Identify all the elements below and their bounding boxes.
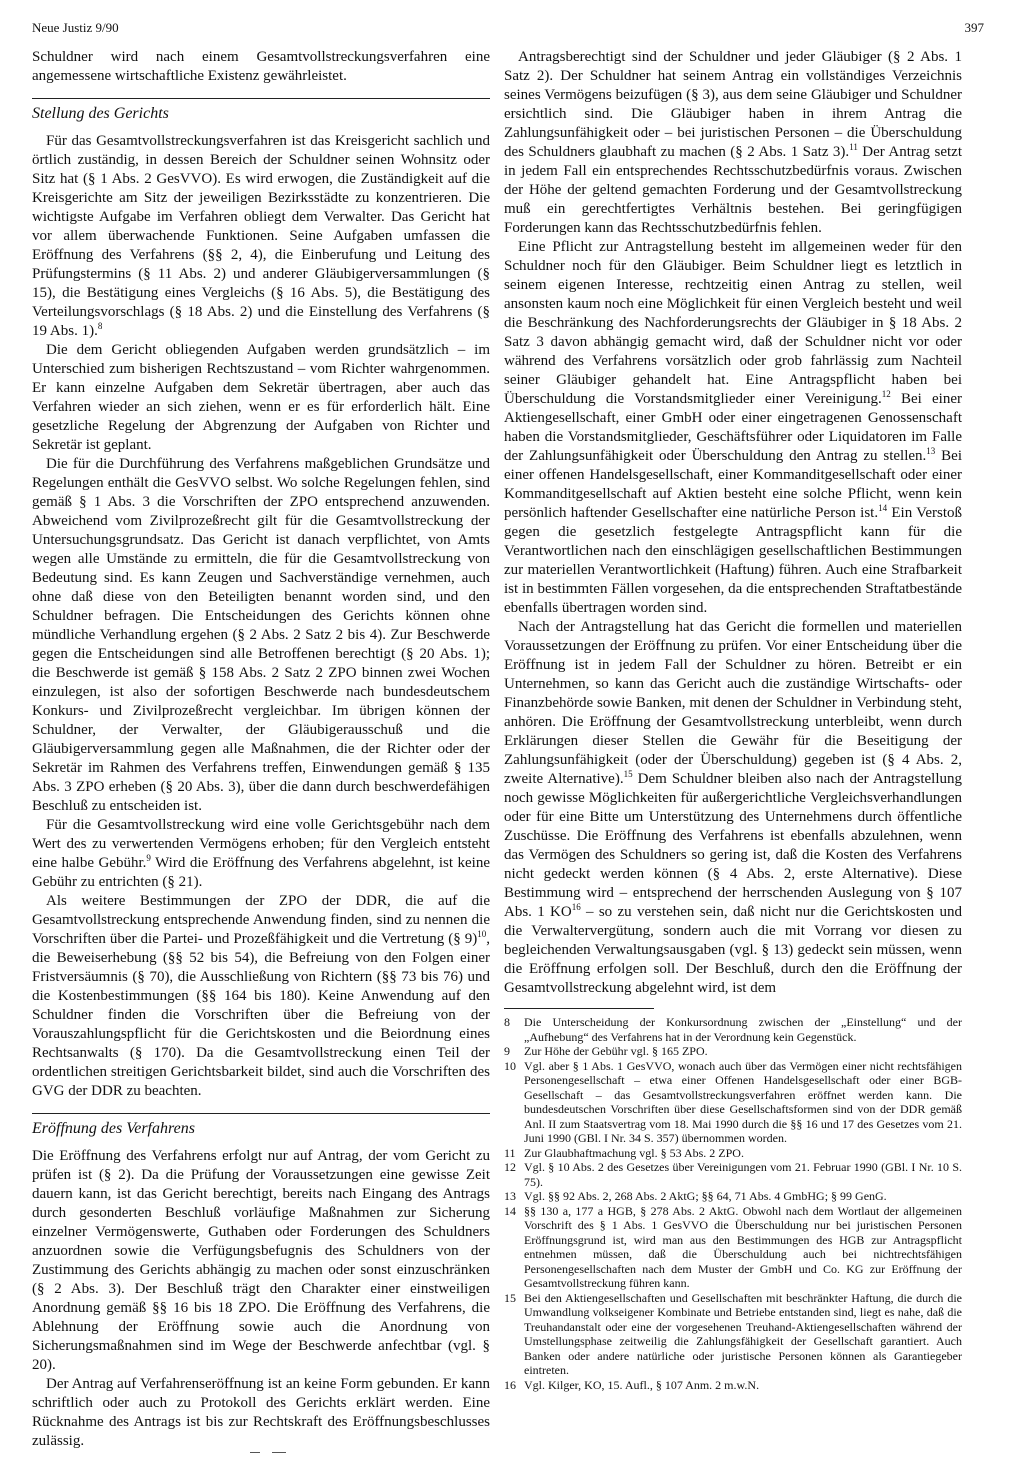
footnotes [504, 1015, 962, 1392]
footnote-ref: 12 [881, 389, 891, 399]
footnote-ref: 9 [146, 853, 151, 863]
right-column [504, 48, 962, 1392]
paragraph: Die für die Durchführung des Verfahrens maßgeblichen Grundsätze und Regelungen enthält die GesVVO selbst. Wo solche Regelungen fehlen, sind gemäß § 1 Abs. 3 die Vorschriften der ZPO entsprechend anzuwenden. Abweichend vom Zivilprozeßrecht gilt für die Gesamtvollstreckung der Untersuchungsgrundsatz. Das Gericht ist danach verpflichtet, von Amts wegen alle Umstände zu ermitteln, die für die Gesamtvollstreckung von Bedeutung sind. Es kann Zeugen und Sachverständige vernehmen, auch ohne daß diese von den Beteiligten benannt worden sind, und den Schuldner befragen. Die Entscheidungen des Gerichts können ohne mündliche Verhandlung ergehen (§ 2 Abs. 2 Satz 2 bis 4). Zur Beschwerde gegen die Entscheidungen sind alle Betroffenen berechtigt (§ 20 Abs. 1); die Beschwerde ist gemäß § 158 Abs. 2 Satz 2 ZPO binnen zwei Wochen einzulegen, ist also der sofortigen Beschwerde nach bundesdeutschem Konkurs- und Zivilprozeßrecht vergleichbar. Im übrigen können der Schuldner, der Verwalter, der Gläubigerausschuß und die Gläubigerversammlung gegen alle Maßnahmen, die der Richter oder der Sekretär im Rahmen des Verfahrens treffen, Einwendungen gemäß § 135 Abs. 3 ZPO erheben (§ 20 Abs. 3), über die dann durch beschwerdefähigen Beschluß zu entscheiden ist. [32, 456, 490, 814]
footnote-ref: 13 [926, 446, 936, 456]
footnote-ref: 11 [849, 142, 858, 152]
footnote: 10 Vgl. aber § 1 Abs. 1 GesVVO, wonach auch über das Vermögen einer nicht rechtsfähigen Personengesellschaft – etwa einer Offenen Handelsgesellschaft oder einer BGB-Gesellschaft – das Gesamtvollstreckungsverfahren eröffnet werden kann. Die bundesdeutschen Vorschriften über diese Gesellschaftsformen sind von der DDR gemäß Anl. II zum Staatsvertrag vom 18. Mai 1990 durch die §§ 16 und 17 des Gesetzes vom 21. Juni 1990 (GBl. I Nr. 34 S. 357) übernommen worden. [504, 1058, 962, 1145]
paragraph: Der Antrag auf Verfahrenseröffnung ist an keine Form gebunden. Er kann schriftlich oder auch zu Protokoll des Gerichts erklärt werden. Eine Rücknahme des Antrags ist bis zur Rechtskraft des Eröffnungsbeschlusses zulässig. [32, 1376, 490, 1449]
paragraph: Als weitere Bestimmungen der ZPO der DDR, die auf die Gesamtvollstreckung entsprechende Anwendung finden, sind zu nennen die Vorschriften über die Partei- und Prozeßfähigkeit und die Vertretung (§ 9)$^{10}$, die Beweiserhebung (§§ 52 bis 54), die Befreiung von den Folgen einer Fristversäumnis (§ 70), die Ausschließung von Richtern (§§ 73 bis 76) und die Kostenbestimmungen (§§ 164 bis 180). Keine Anwendung auf den Schuldner finden die Vorschriften über die Befreiung von der Vorauszahlungspflicht für die Gerichtskosten und die Beiordnung eines Rechtsanwalts (§ 170). Da die Gesamtvollstreckung einen Teil der ordentlichen streitigen Gerichtsbarkeit bildet, sind auch die Vorschriften des GVG der DDR zu beachten. [32, 893, 490, 1099]
left-column [32, 48, 490, 1451]
footnote-ref: 15 [623, 769, 633, 779]
footnote-ref: 10 [477, 929, 487, 939]
section-title: Stellung des Gerichts [32, 105, 169, 122]
section-heading-court [32, 98, 490, 124]
paragraph: Eine Pflicht zur Antragstellung besteht im allgemeinen weder für den Schuldner noch für den Gläubiger. Beim Schuldner liegt es letztlich in seinem eigenen Interesse, rechtzeitig einen Antrag zu stellen, weil ansonsten kaum noch eine Möglichkeit für einen Vergleich besteht und weil die Beschränkung des Nachforderungsrechts der Gläubiger in § 18 Abs. 2 Satz 3 davon abhängig gemacht wird, daß der Schuldner nicht vor oder während des Verfahrens vorsätzlich oder grob fahrlässig zum Nachteil seiner Gläubiger gehandelt hat. Eine Antragspflicht haben bei Überschuldung die Vorstandsmitglieder einer Vereinigung.$^{12}$ Bei einer Aktiengesellschaft, einer GmbH oder einer eingetragenen Genossenschaft haben die Vorstandsmitglieder, Geschäftsführer oder Liquidatoren im Falle der Zahlungsunfähigkeit oder Überschuldung den Antrag zu stellen.$^{13}$ Bei einer offenen Handelsgesellschaft, einer Kommanditgesellschaft oder einer Kommanditgesellschaft auf Aktien besteht eine solche Pflicht, wenn kein persönlich haftender Gesellschafter eine natürliche Person ist.$^{14}$ Ein Verstoß gegen die gesetzlich festgelegte Antragspflicht kann für die Verantwortlichen nach den einschlägigen gesellschaftlichen Bestimmungen zur materiellen Verantwortlichkeit (Haftung) führen. Auch eine Strafbarkeit ist in bestimmten Fällen vorgesehen, da die entsprechenden Straftatbestände ebenfalls übertragen worden sind. [504, 239, 962, 616]
footnote: 8 Die Unterscheidung der Konkursordnung zwischen der „Einstellung“ und der „Aufhebung“ des Verfahrens hat in der Verordnung kein Gegenstück. [504, 1015, 962, 1044]
footnote-ref: 8 [97, 321, 103, 331]
intro-paragraph: Schuldner wird nach einem Gesamtvollstreckungsverfahren eine angemessene wirtschaftliche Existenz gewährleistet. [32, 49, 490, 84]
paragraph: Für die Gesamtvollstreckung wird eine volle Gerichtsgebühr nach dem Wert des zu verwertenden Vermögens erhoben; für den Vergleich entsteht eine halbe Gebühr.$^9$ Wird die Eröffnung des Verfahrens abgelehnt, ist keine Gebühr zu entrichten (§ 21). [32, 817, 490, 890]
scan-marks [250, 1450, 310, 1456]
paragraph: Die dem Gericht obliegenden Aufgaben werden grundsätzlich – im Unterschied zum bisherigen Rechtszustand – vom Richter wahrgenommen. Er kann einzelne Aufgaben dem Sekretär übertragen, aber auch das Verfahren wieder an sich ziehen, wenn er es für erforderlich hält. Eine gesetzliche Regelung der Abgrenzung der Aufgaben von Richter und Sekretär ist geplant. [32, 342, 490, 453]
journal-header: Neue Justiz 9/90 [32, 20, 119, 35]
paragraph: Die Eröffnung des Verfahrens erfolgt nur auf Antrag, der vom Gericht zu prüfen ist (§ 2). Da die Prüfung der Voraussetzungen eine gewisse Zeit dauern kann, ist das Gericht berechtigt, bereits nach Eingang des Antrags durch gesonderten Beschluß vorläufige Maßnahmen zur Sicherung einzelner Vermögenswerte, Guthaben oder Forderungen des Schuldners anzuordnen sowie die Verfügungsbefugnis des Schuldners von der Zustimmung des Gerichts abhängig zu machen oder sonst einzuschränken (§ 2 Abs. 3). Der Beschluß trägt den Charakter einer einstweiligen Anordnung gemäß §§ 16 bis 18 ZPO. Die Eröffnung des Verfahrens, die Ablehnung der Eröffnung sowie auch die Anordnung von Sicherungsmaßnahmen sind im Wege der Beschwerde anfechtbar (vgl. § 20). [32, 1148, 490, 1373]
section-heading-opening [32, 1113, 490, 1139]
section-title: Eröffnung des Verfahrens [32, 1120, 195, 1137]
footnote: 15 Bei den Aktiengesellschaften und Gesellschaften mit beschränkter Haftung, die durch die Umwandlung volkseigener Kombinate und Betriebe entstanden sind, liegt es nahe, daß die Treuhandanstalt oder eine der vorgesehenen Treuhand-Aktiengesellschaften während der Umstellungsphase zeitweilig die Zahlungsfähigkeit der Gesellschaft garantiert. Auch Banken oder andere natürliche oder juristische Personen können als Garantiegeber eintreten. [504, 1290, 962, 1377]
footnote: 11 Zur Glaubhaftmachung vgl. § 53 Abs. 2 ZPO. [504, 1145, 744, 1160]
page-number: 397 [964, 20, 984, 35]
paragraph: Für das Gesamtvollstreckungsverfahren ist das Kreisgericht sachlich und örtlich zuständig, in dessen Bereich der Schuldner seinen Wohnsitz oder Sitz hat (§ 1 Abs. 2 GesVVO). Es wird erwogen, die Zuständigkeit auf die Kreisgerichte am Sitz der jeweiligen Bezirksstädte zu konzentrieren. Die wichtigste Aufgabe im Verfahren obliegt dem Verwalter. Das Gericht hat vor allem überwachende Funktionen. Seine Aufgaben umfassen die Eröffnung des Verfahrens (§§ 2, 4), die Einberufung und Leitung des Prüfungstermins (§ 11 Abs. 2) und anderer Gläubigerversammlungen (§ 15), die Bestätigung eines Vergleichs (§ 16 Abs. 5), die Bestätigung des Verteilungsvorschlags (§ 18 Abs. 2) und die Einstellung des Verfahrens (§ 19 Abs. 1).$^8$ [32, 133, 490, 339]
footnote: 13 Vgl. §§ 92 Abs. 2, 268 Abs. 2 AktG; §§ 64, 71 Abs. 4 GmbHG; § 99 GenG. [504, 1189, 887, 1203]
footnote-ref: 16 [571, 902, 581, 912]
footnote: 16 Vgl. Kilger, KO, 15. Aufl., § 107 Anm. 2 m.w.N. [504, 1377, 760, 1392]
footnote-divider [504, 1008, 654, 1009]
footnote: 14 §§ 130 a, 177 a HGB, § 278 Abs. 2 AktG. Obwohl nach dem Wortlaut der allgemeinen Vorschrift des § 1 Abs. 1 GesVVO die Überschuldung nur bei juristischen Personen Eröffnungsgrund ist, wird man aus den Bestimmungen des HGB zur Antragspflicht entnehmen müssen, daß die Überschuldung auch bei nichtrechtsfähigen Personengesellschaften nach dem Muster der GmbH und Co. KG zur Eröffnung der Gesamtvollstreckung führen kann. [504, 1203, 962, 1290]
paragraph: Antragsberechtigt sind der Schuldner und jeder Gläubiger (§ 2 Abs. 1 Satz 2). Der Schuldner hat seinem Antrag ein vollständiges Verzeichnis seines Vermögens beizufügen (§ 3), aus dem seine Gläubiger und Schuldner ersichtlich sind. Die Gläubiger haben in ihrem Antrag die Zahlungsunfähigkeit oder – bei juristischen Personen – die Überschuldung des Schuldners glaubhaft zu machen (§ 2 Abs. 1 Satz 3).$^{11}$ Der Antrag setzt in jedem Fall ein entsprechendes Rechtsschutzbedürfnis voraus. Zwischen der Höhe der geltend gemachten Forderung und der Gesamtvollstreckung muß ein gerechtfertigtes Verhältnis bestehen. Bei geringfügigen Forderungen kann das Rechtsschutzbedürfnis fehlen. [504, 49, 962, 236]
footnote: 12 Vgl. § 10 Abs. 2 des Gesetzes über Vereinigungen vom 21. Februar 1990 (GBl. I Nr. 10 S. 75). [504, 1160, 962, 1189]
paragraph: Nach der Antragstellung hat das Gericht die formellen und materiellen Voraussetzungen der Eröffnung zu prüfen. Vor einer Entscheidung über die Eröffnung ist in jedem Fall der Schuldner zu hören. Betreibt er ein Unternehmen, so kann das Gericht auch die zuständige Wirtschafts- oder Finanzbehörde sowie Banken, mit denen der Schuldner in Verbindung steht, anhören. Die Eröffnung der Gesamtvollstreckung unterbleibt, wenn durch Erklärungen dieser Stellen die Gewähr für die Beseitigung der Zahlungsunfähigkeit (oder der Überschuldung) gegeben ist (§ 4 Abs. 2, zweite Alternative).$^{15}$ Dem Schuldner bleiben also nach der Antragstellung noch gewisse Möglichkeiten für außergerichtliche Vergleichsverhandlungen oder für eine Bitte um Unterstützung des Unternehmens durch öffentliche Zuschüsse. Die Eröffnung des Verfahrens ist ebenfalls abzulehnen, wenn das Vermögen des Schuldners so gering ist, daß die Kosten des Verfahrens nicht gedeckt werden können (§ 4 Abs. 2, erste Alternative). Diese Bestimmung wird – entsprechend der herrschenden Auslegung von § 107 Abs. 1 KO$^{16}$ – so zu verstehen sein, daß nicht nur die Gerichtskosten und die Verwaltervergütung, sondern auch die mit Vorrang vor diesen zu begleichenden Verwaltungsausgaben (vgl. § 13) gedeckt sein müssen, wenn die Eröffnung erfolgen soll. Der Beschluß, durch den die Eröffnung der Gesamtvollstreckung abgelehnt wird, ist dem [504, 619, 962, 996]
footnote: 9 Zur Höhe der Gebühr vgl. § 165 ZPO. [504, 1044, 708, 1058]
footnote-ref: 14 [878, 503, 888, 513]
